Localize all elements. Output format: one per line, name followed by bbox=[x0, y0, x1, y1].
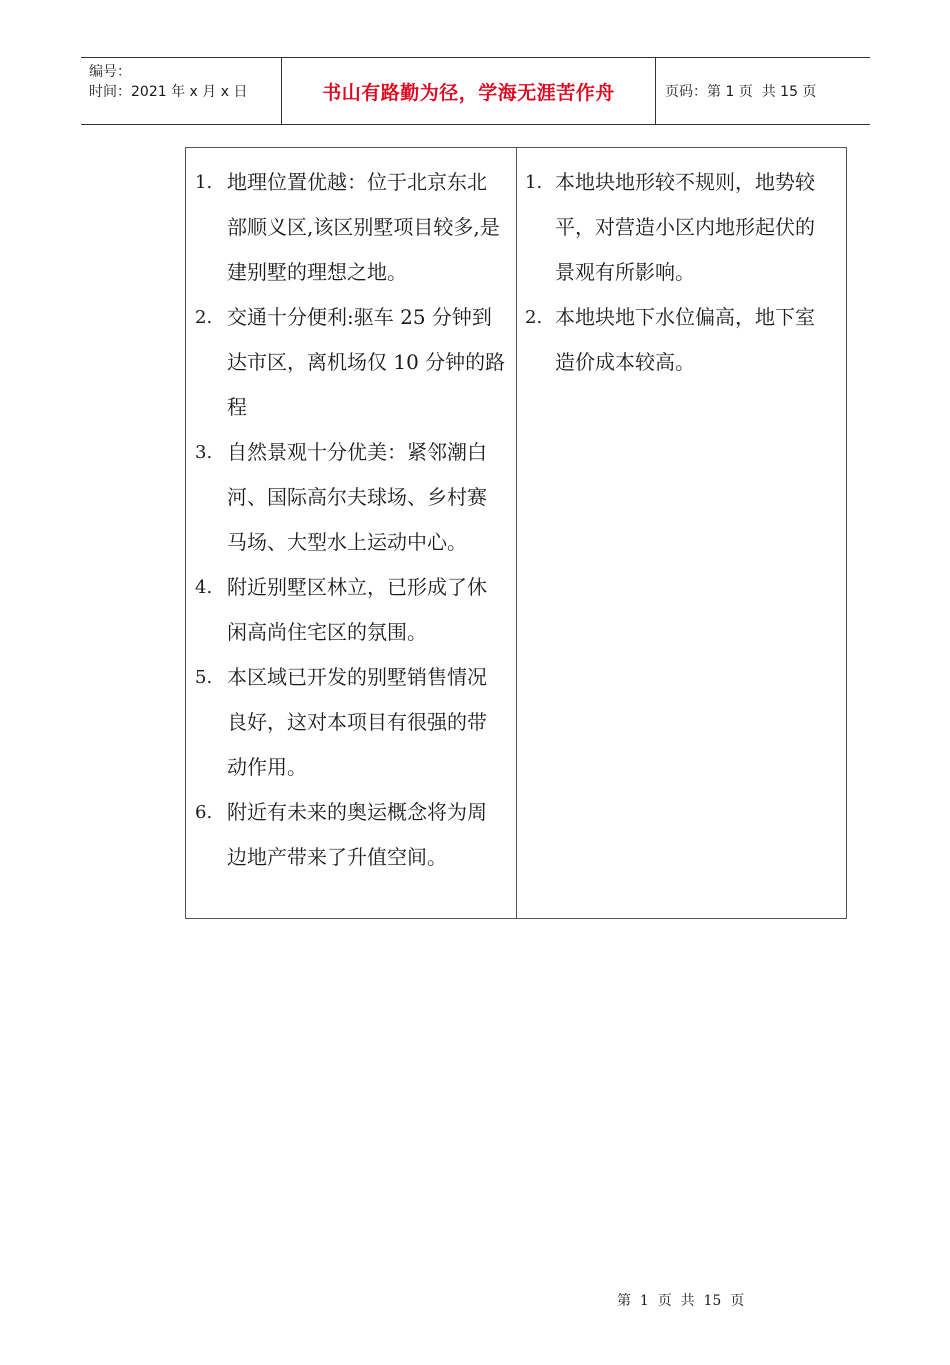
header-page-info: 页码：第 1 页 共 15 页 bbox=[665, 84, 817, 100]
item-text: 本地块地下水位偏高，地下室造价成本较高。 bbox=[555, 305, 815, 374]
list-item bbox=[186, 655, 516, 790]
doc-number-label: 编号： bbox=[89, 64, 131, 80]
list-item bbox=[186, 565, 516, 655]
item-number: 5. bbox=[195, 667, 213, 688]
list-item bbox=[186, 295, 516, 430]
document-header bbox=[81, 57, 870, 125]
disadvantages-column bbox=[517, 148, 846, 918]
item-number: 3. bbox=[195, 442, 213, 463]
list-item bbox=[186, 430, 516, 565]
item-text: 交通十分便利:驱车 25 分钟到达市区，离机场仅 10 分钟的路程 bbox=[227, 305, 506, 419]
header-motto-cell bbox=[282, 58, 656, 124]
item-text: 附近有未来的奥运概念将为周边地产带来了升值空间。 bbox=[227, 800, 487, 869]
list-item bbox=[186, 160, 516, 295]
item-number: 1. bbox=[525, 172, 543, 193]
item-text: 地理位置优越：位于北京东北部顺义区,该区别墅项目较多,是建别墅的理想之地。 bbox=[227, 170, 500, 284]
item-text: 附近别墅区林立，已形成了休闲高尚住宅区的氛围。 bbox=[227, 575, 487, 644]
item-text: 本区域已开发的别墅销售情况良好，这对本项目有很强的带动作用。 bbox=[227, 665, 487, 779]
advantages-column bbox=[186, 148, 517, 918]
item-number: 1. bbox=[195, 172, 213, 193]
list-item bbox=[517, 160, 846, 295]
header-motto: 书山有路勤为径，学海无涯苦作舟 bbox=[322, 81, 615, 104]
header-page-cell bbox=[656, 58, 870, 124]
header-meta bbox=[81, 58, 282, 124]
item-text: 自然景观十分优美：紧邻潮白河、国际高尔夫球场、乡村赛马场、大型水上运动中心。 bbox=[227, 440, 487, 554]
item-number: 4. bbox=[195, 577, 213, 598]
item-number: 6. bbox=[195, 802, 213, 823]
analysis-table bbox=[185, 147, 847, 919]
footer-page-number: 第 1 页 共 15 页 bbox=[617, 1293, 745, 1309]
list-item bbox=[186, 790, 516, 880]
list-item bbox=[517, 295, 846, 385]
item-text: 本地块地形较不规则，地势较平，对营造小区内地形起伏的景观有所影响。 bbox=[555, 170, 815, 284]
item-number: 2. bbox=[525, 307, 543, 328]
item-number: 2. bbox=[195, 307, 213, 328]
doc-time-label: 时间：2021 年 x 月 x 日 bbox=[89, 84, 248, 100]
